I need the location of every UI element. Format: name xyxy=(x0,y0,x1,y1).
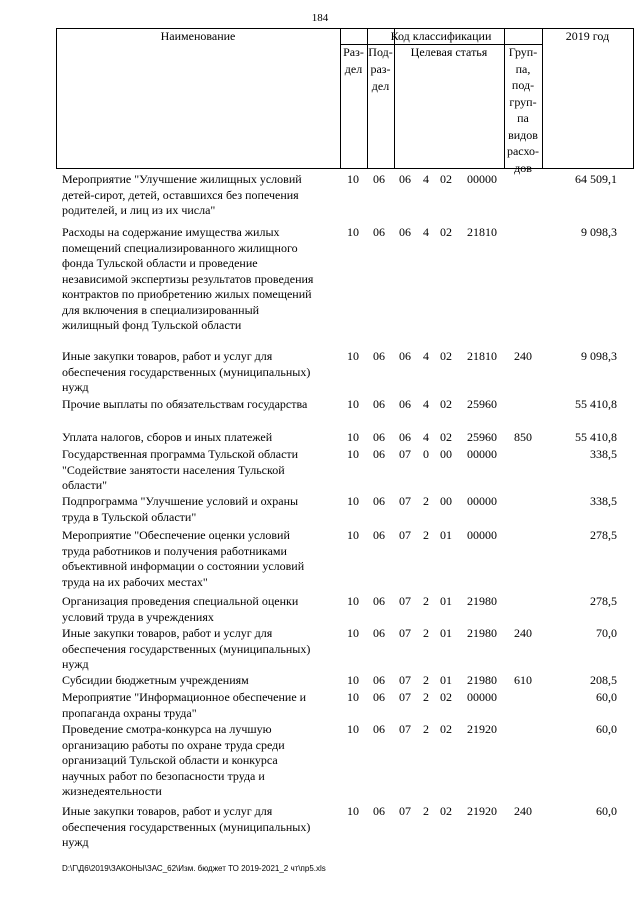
row-c3: 00 xyxy=(440,494,452,508)
row-c4: 00000 xyxy=(467,690,497,704)
row-c2: 2 xyxy=(423,722,429,736)
row-name: Прочие выплаты по обязательствам государства xyxy=(62,397,308,411)
row-c4: 21980 xyxy=(467,673,497,687)
row-sum: 70,0 xyxy=(596,626,617,640)
row-podrazdel: 06 xyxy=(373,673,385,687)
row-sum: 338,5 xyxy=(590,447,617,461)
row-c1: 06 xyxy=(399,349,411,363)
row-sum: 60,0 xyxy=(596,804,617,818)
row-name: Субсидии бюджетным учреждениям xyxy=(62,673,249,687)
row-c3: 00 xyxy=(440,447,452,461)
row-razdel: 10 xyxy=(347,690,359,704)
row-sum: 278,5 xyxy=(590,594,617,608)
row-c1: 06 xyxy=(399,430,411,444)
table-header xyxy=(56,28,634,175)
row-name: Иные закупки товаров, работ и услуг для обеспечения государственных (муниципальных) нужд xyxy=(62,349,311,394)
file-path-footer: D:\Г\Д6\2019\ЗАКОНЫ\ЗАС_62\Изм. бюджет ТО 2019-2021_2 чт\пр5.xls xyxy=(62,864,326,873)
row-c2: 4 xyxy=(423,397,429,411)
row-c2: 2 xyxy=(423,804,429,818)
row-podrazdel: 06 xyxy=(373,397,385,411)
row-c1: 06 xyxy=(399,225,411,239)
row-c4: 00000 xyxy=(467,172,497,186)
row-group: 850 xyxy=(514,430,532,444)
row-podrazdel: 06 xyxy=(373,430,385,444)
row-sum: 338,5 xyxy=(590,494,617,508)
row-c3: 02 xyxy=(440,225,452,239)
header-razdel: Раз- дел xyxy=(343,45,364,76)
row-name: Организация проведения специальной оценки условий труда в учреждениях xyxy=(62,594,299,624)
row-c3: 02 xyxy=(440,430,452,444)
row-name: Иные закупки товаров, работ и услуг для обеспечения государственных (муниципальных) нужд xyxy=(62,626,311,671)
row-podrazdel: 06 xyxy=(373,626,385,640)
row-razdel: 10 xyxy=(347,494,359,508)
row-podrazdel: 06 xyxy=(373,594,385,608)
row-c2: 2 xyxy=(423,690,429,704)
row-c3: 02 xyxy=(440,397,452,411)
row-c2: 2 xyxy=(423,594,429,608)
row-sum: 208,5 xyxy=(590,673,617,687)
row-razdel: 10 xyxy=(347,397,359,411)
row-c4: 25960 xyxy=(467,430,497,444)
row-podrazdel: 06 xyxy=(373,349,385,363)
row-sum: 9 098,3 xyxy=(581,349,617,363)
row-c3: 01 xyxy=(440,594,452,608)
row-razdel: 10 xyxy=(347,225,359,239)
row-c4: 21920 xyxy=(467,804,497,818)
row-c2: 2 xyxy=(423,673,429,687)
row-c3: 02 xyxy=(440,804,452,818)
row-c4: 21810 xyxy=(467,349,497,363)
row-c4: 21920 xyxy=(467,722,497,736)
header-target: Целевая статья xyxy=(410,45,488,59)
row-c2: 4 xyxy=(423,172,429,186)
row-sum: 60,0 xyxy=(596,722,617,736)
row-c1: 07 xyxy=(399,673,411,687)
row-razdel: 10 xyxy=(347,626,359,640)
row-sum: 278,5 xyxy=(590,528,617,542)
row-podrazdel: 06 xyxy=(373,225,385,239)
row-group: 240 xyxy=(514,804,532,818)
row-name: Расходы на содержание имущества жилых помещений специализированного жилищного фонда Тульской области и проведение независимой экспертизы результатов проведения контрактов по приобретению жилых помещений для включения в специализированный жилищный фонд Тульской области xyxy=(62,225,314,332)
row-name: Уплата налогов, сборов и иных платежей xyxy=(62,430,273,444)
row-name: Мероприятие "Улучшение жилищных условий детей-сирот, детей, оставшихся без попечения родителей, и лиц из их числа" xyxy=(62,172,302,217)
row-sum: 60,0 xyxy=(596,690,617,704)
row-c3: 01 xyxy=(440,673,452,687)
row-c1: 07 xyxy=(399,594,411,608)
row-podrazdel: 06 xyxy=(373,528,385,542)
row-c3: 02 xyxy=(440,172,452,186)
row-name: Проведение смотра-конкурса на лучшую организацию работы по охране труда среди организаций Тульской области и конкурса научных работ по безопасности труда и жизнедеятельности xyxy=(62,722,285,798)
row-name: Иные закупки товаров, работ и услуг для обеспечения государственных (муниципальных) нужд xyxy=(62,804,311,849)
row-c4: 25960 xyxy=(467,397,497,411)
row-c1: 07 xyxy=(399,447,411,461)
row-razdel: 10 xyxy=(347,673,359,687)
row-c3: 02 xyxy=(440,349,452,363)
row-group: 240 xyxy=(514,349,532,363)
row-sum: 64 509,1 xyxy=(575,172,617,186)
row-podrazdel: 06 xyxy=(373,722,385,736)
row-c2: 4 xyxy=(423,430,429,444)
row-c2: 4 xyxy=(423,349,429,363)
row-razdel: 10 xyxy=(347,430,359,444)
row-group: 610 xyxy=(514,673,532,687)
header-name: Наименование xyxy=(160,29,236,43)
row-sum: 9 098,3 xyxy=(581,225,617,239)
row-c1: 06 xyxy=(399,172,411,186)
row-c2: 4 xyxy=(423,225,429,239)
row-razdel: 10 xyxy=(347,349,359,363)
row-c4: 00000 xyxy=(467,494,497,508)
row-podrazdel: 06 xyxy=(373,172,385,186)
row-c3: 01 xyxy=(440,626,452,640)
row-c4: 21980 xyxy=(467,594,497,608)
row-podrazdel: 06 xyxy=(373,690,385,704)
row-c1: 06 xyxy=(399,397,411,411)
row-c1: 07 xyxy=(399,690,411,704)
row-razdel: 10 xyxy=(347,594,359,608)
row-c4: 00000 xyxy=(467,528,497,542)
header-classification: Код классификации xyxy=(390,29,492,43)
header-podrazdel: Под- раз- дел xyxy=(368,45,393,93)
row-sum: 55 410,8 xyxy=(575,430,617,444)
row-podrazdel: 06 xyxy=(373,804,385,818)
header-year: 2019 год xyxy=(565,29,610,43)
row-c1: 07 xyxy=(399,528,411,542)
row-c4: 00000 xyxy=(467,447,497,461)
row-name: Мероприятие "Обеспечение оценки условий труда работников и получения работниками объективной информации о состоянии условий труда на их рабочих местах" xyxy=(62,528,305,589)
row-c1: 07 xyxy=(399,626,411,640)
row-c2: 2 xyxy=(423,626,429,640)
row-c2: 2 xyxy=(423,528,429,542)
row-razdel: 10 xyxy=(347,172,359,186)
row-razdel: 10 xyxy=(347,804,359,818)
row-name: Подпрограмма "Улучшение условий и охраны труда в Тульской области" xyxy=(62,494,299,524)
row-podrazdel: 06 xyxy=(373,447,385,461)
row-c2: 2 xyxy=(423,494,429,508)
page-number: 184 xyxy=(311,12,329,24)
row-c1: 07 xyxy=(399,494,411,508)
row-razdel: 10 xyxy=(347,447,359,461)
row-c2: 0 xyxy=(423,447,429,461)
row-razdel: 10 xyxy=(347,722,359,736)
row-podrazdel: 06 xyxy=(373,494,385,508)
row-razdel: 10 xyxy=(347,528,359,542)
row-name: Мероприятие "Информационное обеспечение и пропаганда охраны труда" xyxy=(62,690,307,720)
row-sum: 55 410,8 xyxy=(575,397,617,411)
row-group: 240 xyxy=(514,626,532,640)
row-c3: 01 xyxy=(440,528,452,542)
header-group: Груп- па, под- груп- па видов расхо- дов xyxy=(506,45,540,175)
row-c4: 21810 xyxy=(467,225,497,239)
row-c3: 02 xyxy=(440,722,452,736)
row-c1: 07 xyxy=(399,804,411,818)
row-c3: 02 xyxy=(440,690,452,704)
row-c4: 21980 xyxy=(467,626,497,640)
row-c1: 07 xyxy=(399,722,411,736)
row-name: Государственная программа Тульской области "Содействие занятости населения Тульской области" xyxy=(62,447,299,492)
